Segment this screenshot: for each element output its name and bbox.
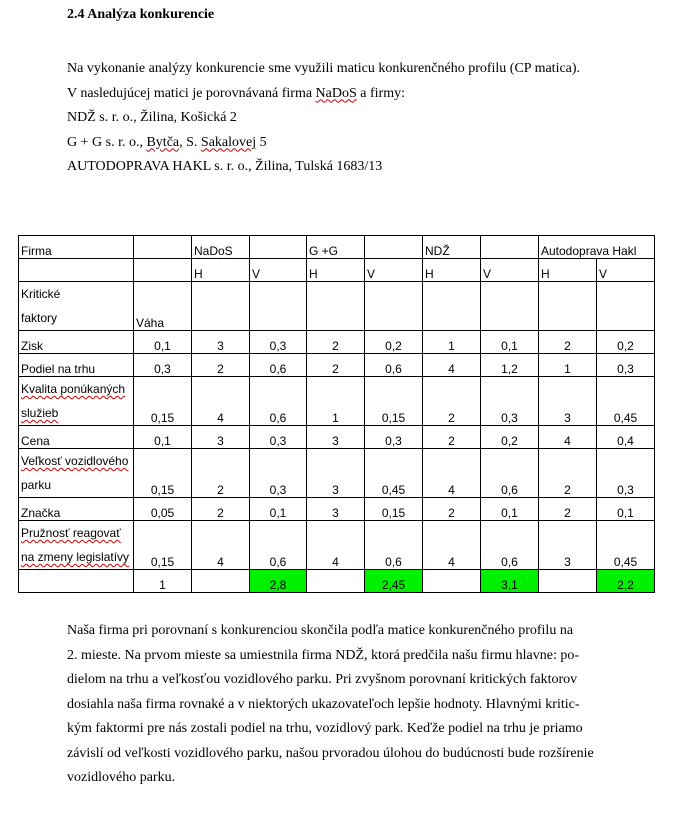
v-header: V	[481, 259, 539, 282]
hakl-v: 0,4	[597, 426, 655, 449]
conclusion-line: kým faktormi pre nás zostali podiel na trhu, vozidlový park. Keďže podiel na trhu je priamo	[67, 721, 583, 736]
empty-cell	[539, 282, 597, 331]
gg-h: 3	[307, 498, 365, 521]
ndz-v: 0,6	[481, 449, 539, 498]
firm-name-nados: NaDoS	[315, 85, 357, 101]
ndz-v: 0,6	[481, 521, 539, 570]
empty-cell	[307, 282, 365, 331]
weight-cell: 0,05	[134, 498, 192, 521]
critical-factors-line-1: Kritické	[21, 287, 61, 301]
gg-v: 0,6	[365, 521, 423, 570]
factor-name	[19, 354, 134, 377]
empty-cell	[481, 236, 539, 259]
nados-h: 2	[192, 354, 250, 377]
table-row-pruznost	[19, 521, 655, 570]
hakl-v: 0,45	[597, 521, 655, 570]
nados-h: 3	[192, 426, 250, 449]
table-row-podiel	[19, 354, 655, 377]
h-header: H	[539, 259, 597, 282]
nados-h: 4	[192, 377, 250, 426]
nados-v: 0,3	[250, 449, 307, 498]
ndz-h: 4	[423, 449, 481, 498]
nados-v: 0,1	[250, 498, 307, 521]
hakl-h: 2	[539, 331, 597, 354]
ndz-h: 4	[423, 354, 481, 377]
empty-cell	[307, 570, 365, 593]
factor-name	[19, 449, 134, 498]
ndz-v: 0,1	[481, 498, 539, 521]
competitor-hakl: AUTODOPRAVA HAKL s. r. o., Žilina, Tulská 1683/13	[67, 159, 383, 174]
intro-line-2	[67, 82, 580, 107]
empty-cell	[134, 259, 192, 282]
nados-h: 2	[192, 498, 250, 521]
competitor-gg	[67, 131, 580, 156]
gg-h: 3	[307, 426, 365, 449]
ndz-h: 2	[423, 377, 481, 426]
weight-cell: 0,3	[134, 354, 192, 377]
conclusion-line: Naša firma pri porovnaní s konkurenciou skončila podľa matice konkurenčného profilu na	[67, 623, 574, 638]
empty-cell	[19, 259, 134, 282]
firm-header-nados-label: NaDoS	[194, 244, 233, 258]
firm-header-cell: Firma	[19, 236, 134, 259]
competitor-gg-mid: , S.	[179, 134, 201, 150]
v-header: V	[365, 259, 423, 282]
h-header: H	[423, 259, 481, 282]
conclusion-line: závislí od veľkosti vozidlového parku, našou prvoradou úlohou do budúcnosti bude rozšírenie	[67, 745, 594, 761]
nados-v: 0,6	[250, 377, 307, 426]
h-header: H	[307, 259, 365, 282]
v-header: V	[250, 259, 307, 282]
critical-factors-line-2: faktory	[21, 311, 58, 325]
empty-cell	[481, 282, 539, 331]
gg-h: 4	[307, 521, 365, 570]
hakl-h: 4	[539, 426, 597, 449]
conclusion-paragraph	[67, 619, 627, 791]
nados-v: 0,6	[250, 354, 307, 377]
factor-name: Zisk	[19, 331, 134, 354]
cp-matrix-table	[18, 235, 655, 593]
factor-name-line-1: Veľkosť vozidlového	[21, 454, 129, 468]
hakl-h: 3	[539, 521, 597, 570]
ndz-v: 0,2	[481, 426, 539, 449]
ndz-h: 4	[423, 521, 481, 570]
empty-cell	[365, 236, 423, 259]
factor-name-line-1: Pružnosť reagovať	[21, 526, 121, 540]
intro-line-2-end: a firmy:	[356, 85, 405, 101]
critical-factors-header	[19, 282, 134, 331]
factor-name-squiggle: Podiel na trhu	[21, 362, 96, 376]
firm-header-ndz: NDŽ	[423, 236, 481, 259]
conclusion-line: dielom na trhu a veľkosťou vozidlového parku. Pri zvyšnom porovnaní kritických faktorov	[67, 672, 578, 687]
conclusion-line: vozidlového parku.	[67, 770, 176, 785]
gg-h: 3	[307, 449, 365, 498]
empty-cell	[192, 282, 250, 331]
nados-h: 2	[192, 449, 250, 498]
competitor-gg-city: Bytča	[146, 134, 180, 150]
weight-header: Váha	[134, 282, 192, 331]
total-hakl: 2,2	[597, 570, 655, 593]
total-gg: 2,45	[365, 570, 423, 593]
factor-name-line-2: služieb	[21, 406, 59, 420]
factor-name-line-2: parku	[21, 478, 52, 492]
nados-v: 0,6	[250, 521, 307, 570]
hakl-v: 0,3	[597, 449, 655, 498]
conclusion-line: 2. mieste. Na prvom mieste sa umiestnila firma NDŽ, ktorá predčila našu firmu hlavne: po-	[67, 647, 580, 663]
gg-v: 0,45	[365, 449, 423, 498]
factor-name: Cena	[19, 426, 134, 449]
firm-header-gg: G +G	[307, 236, 365, 259]
intro-paragraph	[67, 57, 580, 180]
empty-cell	[192, 570, 250, 593]
total-ndz: 3,1	[481, 570, 539, 593]
hakl-v: 0,45	[597, 377, 655, 426]
weight-cell: 0,1	[134, 331, 192, 354]
factor-name: Značka	[19, 498, 134, 521]
empty-cell	[250, 236, 307, 259]
gg-h: 2	[307, 331, 365, 354]
hakl-v: 0,2	[597, 331, 655, 354]
nados-v: 0,3	[250, 331, 307, 354]
hakl-h: 3	[539, 377, 597, 426]
table-row-velkost	[19, 449, 655, 498]
empty-cell	[423, 282, 481, 331]
factor-name	[19, 377, 134, 426]
factor-name-line-1: Kvalita ponúkaných	[21, 382, 126, 396]
total-nados: 2,8	[250, 570, 307, 593]
empty-cell	[597, 282, 655, 331]
intro-line-2-start: V nasledujúcej matici je porovnávaná firma	[67, 85, 316, 101]
gg-v: 0,2	[365, 331, 423, 354]
table-header-row-firms	[19, 236, 655, 259]
weight-cell: 0,15	[134, 377, 192, 426]
table-header-row-hv	[19, 259, 655, 282]
empty-cell	[539, 570, 597, 593]
nados-v: 0,3	[250, 426, 307, 449]
empty-cell	[365, 282, 423, 331]
empty-cell	[423, 570, 481, 593]
h-header: H	[192, 259, 250, 282]
table-row-znacka	[19, 498, 655, 521]
ndz-v: 1,2	[481, 354, 539, 377]
ndz-h: 1	[423, 331, 481, 354]
table-row-totals	[19, 570, 655, 593]
empty-cell	[134, 236, 192, 259]
gg-h: 1	[307, 377, 365, 426]
gg-v: 0,15	[365, 498, 423, 521]
v-header: V	[597, 259, 655, 282]
gg-v: 0,15	[365, 377, 423, 426]
ndz-v: 0,1	[481, 331, 539, 354]
hakl-h: 1	[539, 354, 597, 377]
total-weight: 1	[134, 570, 192, 593]
hakl-v: 0,1	[597, 498, 655, 521]
table-header-row-factors	[19, 282, 655, 331]
table-row-cena	[19, 426, 655, 449]
ndz-v: 0,3	[481, 377, 539, 426]
conclusion-line: dosiahla naša firma rovnaké a v niektorých ukazovateľoch lepšie hodnoty. Hlavnými kritic-	[67, 696, 580, 712]
gg-v: 0,6	[365, 354, 423, 377]
nados-h: 4	[192, 521, 250, 570]
firm-header-nados	[192, 236, 250, 259]
weight-cell: 0,15	[134, 521, 192, 570]
firm-header-hakl: Autodoprava Hakl	[539, 236, 655, 259]
empty-cell	[250, 282, 307, 331]
table-row-zisk	[19, 331, 655, 354]
section-heading: 2.4 Analýza konkurencie	[67, 7, 215, 22]
competitor-gg-end: 5	[256, 134, 267, 150]
competitor-gg-street: Sakalovej	[200, 134, 257, 150]
gg-v: 0,3	[365, 426, 423, 449]
nados-h: 3	[192, 331, 250, 354]
empty-cell	[19, 570, 134, 593]
factor-name	[19, 521, 134, 570]
factor-name-line-2: na zmeny legislatívy	[21, 550, 130, 564]
competitor-ndz: NDŽ s. r. o., Žilina, Košická 2	[67, 110, 237, 125]
ndz-h: 2	[423, 498, 481, 521]
hakl-h: 2	[539, 498, 597, 521]
hakl-h: 2	[539, 449, 597, 498]
competitor-gg-start: G + G s. r. o.,	[67, 134, 147, 150]
ndz-h: 2	[423, 426, 481, 449]
table-row-kvalita	[19, 377, 655, 426]
weight-cell: 0,15	[134, 449, 192, 498]
gg-h: 2	[307, 354, 365, 377]
hakl-v: 0,3	[597, 354, 655, 377]
weight-cell: 0,1	[134, 426, 192, 449]
intro-line-1: Na vykonanie analýzy konkurencie sme využili maticu konkurenčného profilu (CP matica).	[67, 61, 581, 76]
